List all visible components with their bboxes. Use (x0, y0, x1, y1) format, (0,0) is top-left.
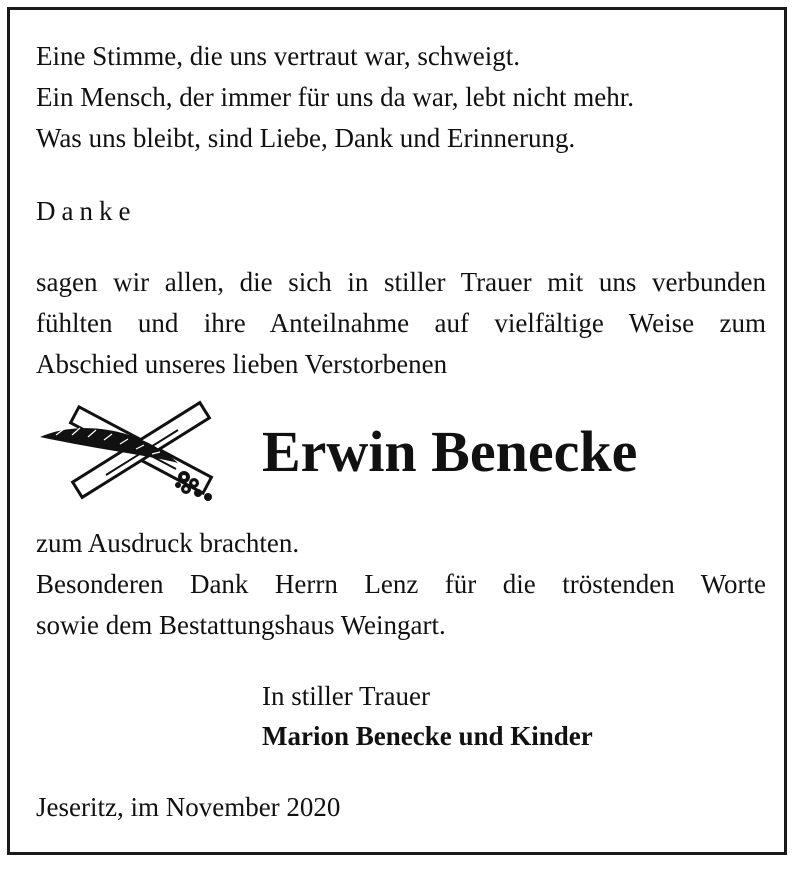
closing-line-2: Besonderen Dank Herrn Lenz für die tröstenden Worte (36, 569, 766, 599)
body-line-2: fühlten und ihre Anteilnahme auf vielfältige Weise zum (36, 308, 766, 338)
closing-line-3: sowie dem Bestattungshaus Weingart. (36, 610, 446, 640)
poem-line-3: Was uns bleibt, sind Liebe, Dank und Erinnerung. (36, 123, 576, 153)
poem-line-2: Ein Mensch, der immer für uns da war, lebt nicht mehr. (36, 82, 635, 112)
body-line-3: Abschied unseres lieben Verstorbenen (36, 349, 448, 379)
signature-family: Marion Benecke und Kinder (262, 721, 593, 751)
closing-line-1: zum Ausdruck brachten. (36, 528, 300, 558)
body-line-1: sagen wir allen, die sich in stiller Trauer mit uns verbunden (36, 267, 766, 297)
deceased-name: Erwin Benecke (262, 419, 638, 484)
cross-with-palm-frond-icon (36, 397, 226, 507)
place-date: Jeseritz, im November 2020 (36, 792, 341, 822)
signature-intro: In stiller Trauer (262, 681, 430, 711)
thanks-heading: Danke (36, 196, 137, 226)
poem-line-1: Eine Stimme, die uns vertraut war, schweigt. (36, 41, 521, 71)
